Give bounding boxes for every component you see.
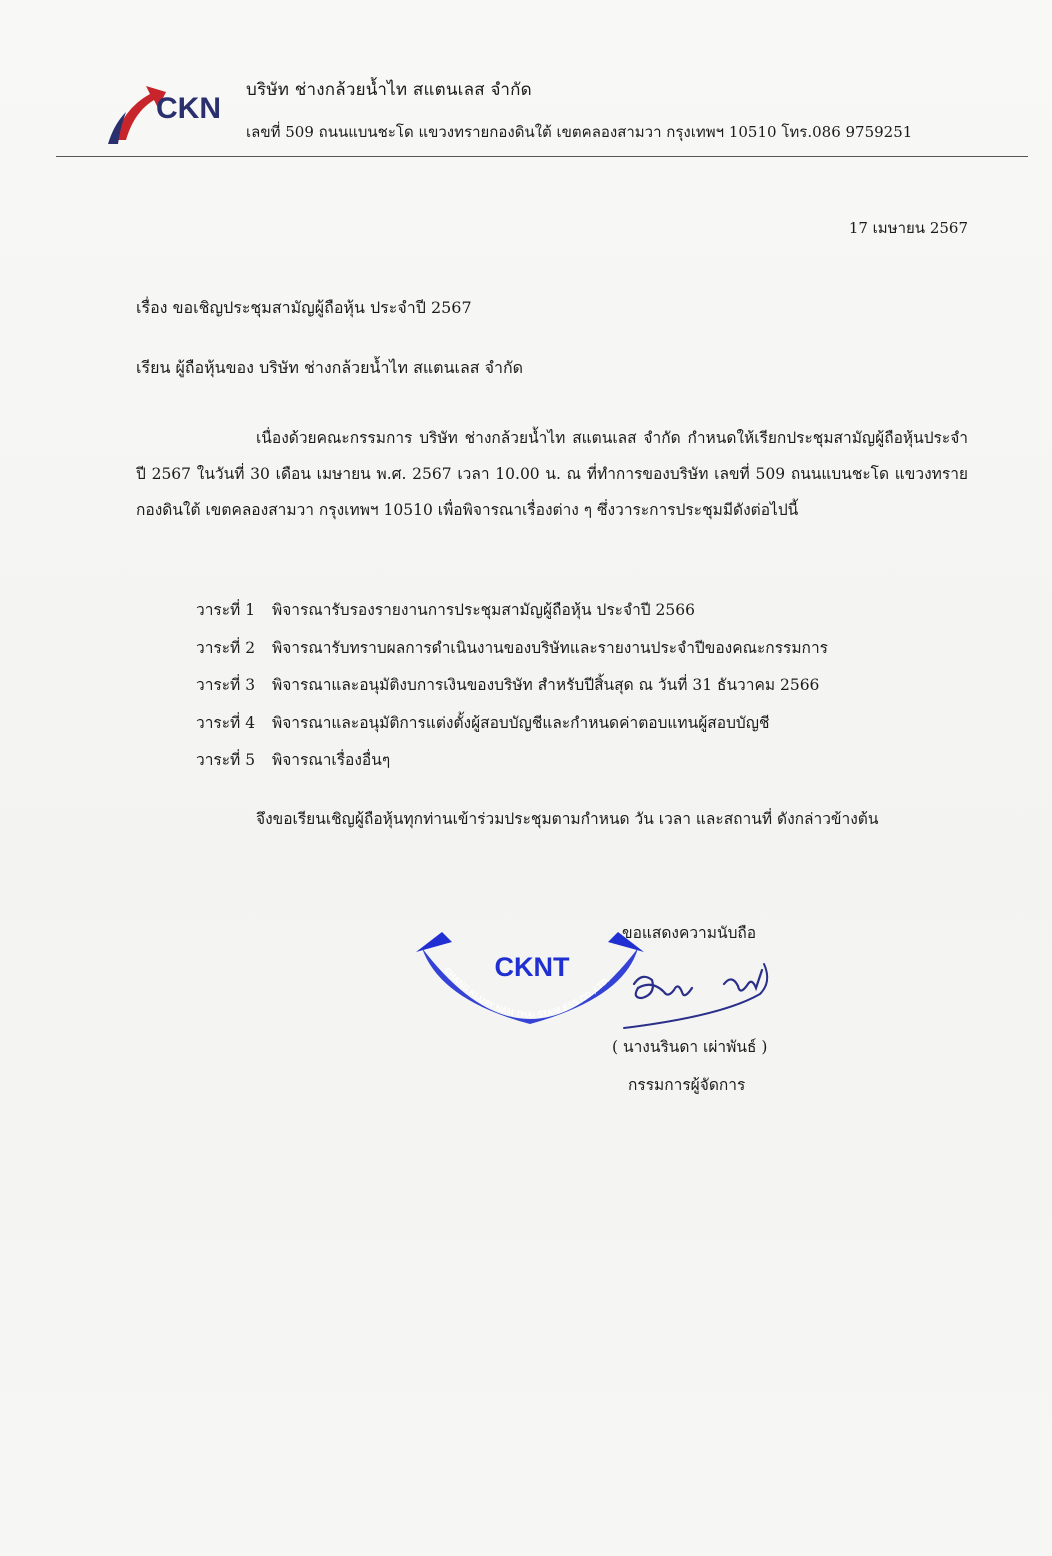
stamp-left-hook bbox=[416, 932, 452, 952]
agenda-list bbox=[196, 592, 828, 780]
agenda-text: พิจารณาและอนุมัติการแต่งตั้งผู้สอบบัญชีและกำหนดค่าตอบแทนผู้สอบบัญชี bbox=[272, 713, 770, 732]
agenda-item bbox=[196, 630, 828, 668]
signature bbox=[612, 954, 792, 1034]
logo-text: CKN bbox=[156, 92, 221, 125]
agenda-text: พิจารณารับทราบผลการดำเนินงานของบริษัทและรายงานประจำปีของคณะกรรมการ bbox=[272, 638, 828, 657]
agenda-number: วาระที่ 5 bbox=[196, 751, 256, 769]
letter-date: 17 เมษายน 2567 bbox=[848, 219, 968, 237]
header-divider bbox=[56, 156, 1028, 157]
stamp-title: CKNT bbox=[494, 952, 570, 982]
letter-salutation: เรียน ผู้ถือหุ้นของ บริษัท ช่างกล้วยน้ำไท สแตนเลส จำกัด bbox=[136, 358, 524, 377]
company-address: เลขที่ 509 ถนนแบนชะโด แขวงทรายกองดินใต้ เขตคลองสามวา กรุงเทพฯ 10510 โทร.086 9759251 bbox=[246, 123, 913, 141]
company-name: บริษัท ช่างกล้วยน้ำไท สแตนเลส จำกัด bbox=[246, 80, 532, 100]
agenda-text: พิจารณาเรื่องอื่นๆ bbox=[272, 751, 391, 769]
letter-regards: ขอแสดงความนับถือ bbox=[622, 924, 757, 942]
signer-name: ( นางนรินดา เผ่าพันธ์ ) bbox=[612, 1038, 768, 1056]
letter-closing: จึงขอเรียนเชิญผู้ถือหุ้นทุกท่านเข้าร่วมประชุมตามกำหนด วัน เวลา และสถานที่ ดังกล่าวข้างต้น bbox=[256, 810, 879, 828]
agenda-number: วาระที่ 2 bbox=[196, 638, 256, 657]
signer-title: กรรมการผู้จัดการ bbox=[628, 1076, 746, 1094]
agenda-item bbox=[196, 592, 828, 630]
agenda-number: วาระที่ 3 bbox=[196, 676, 256, 694]
agenda-item bbox=[196, 667, 828, 705]
agenda-text: พิจารณาและอนุมัติงบการเงินของบริษัท สำหรับปีสิ้นสุด ณ วันที่ 31 ธันวาคม 2566 bbox=[272, 676, 820, 694]
stamp-ring-path: CHANG KLUAY NAM THAI STANLESS CO.,LTD. bbox=[442, 965, 612, 1020]
agenda-text: พิจารณารับรองรายงานการประชุมสามัญผู้ถือหุ้น ประจำปี 2566 bbox=[272, 601, 695, 619]
agenda-item bbox=[196, 742, 828, 780]
letter-body: เนื่องด้วยคณะกรรมการ บริษัท ช่างกล้วยน้ำไท สแตนเลส จำกัด กำหนดให้เรียกประชุมสามัญผู้ถือหุ้นประจำปี 2567 ในวันที่ 30 เดือน เมษายน พ.ศ. 2567 เวลา 10.00 น. ณ ที่ทำการของบริษัท เลขที่ 509 ถนนแบนชะโด แขวงทรายกองดินใต้ เขตคลองสามวา กรุงเทพฯ 10510 เพื่อพิจารณาเรื่องต่าง ๆ ซึ่งวาระการประชุมมีดังต่อไปนี้ bbox=[136, 429, 968, 519]
agenda-number: วาระที่ 1 bbox=[196, 601, 256, 619]
agenda-item bbox=[196, 705, 828, 743]
letter-subject: เรื่อง ขอเชิญประชุมสามัญผู้ถือหุ้น ประจำปี 2567 bbox=[136, 298, 472, 317]
company-logo bbox=[100, 78, 222, 148]
agenda-number: วาระที่ 4 bbox=[196, 713, 256, 732]
